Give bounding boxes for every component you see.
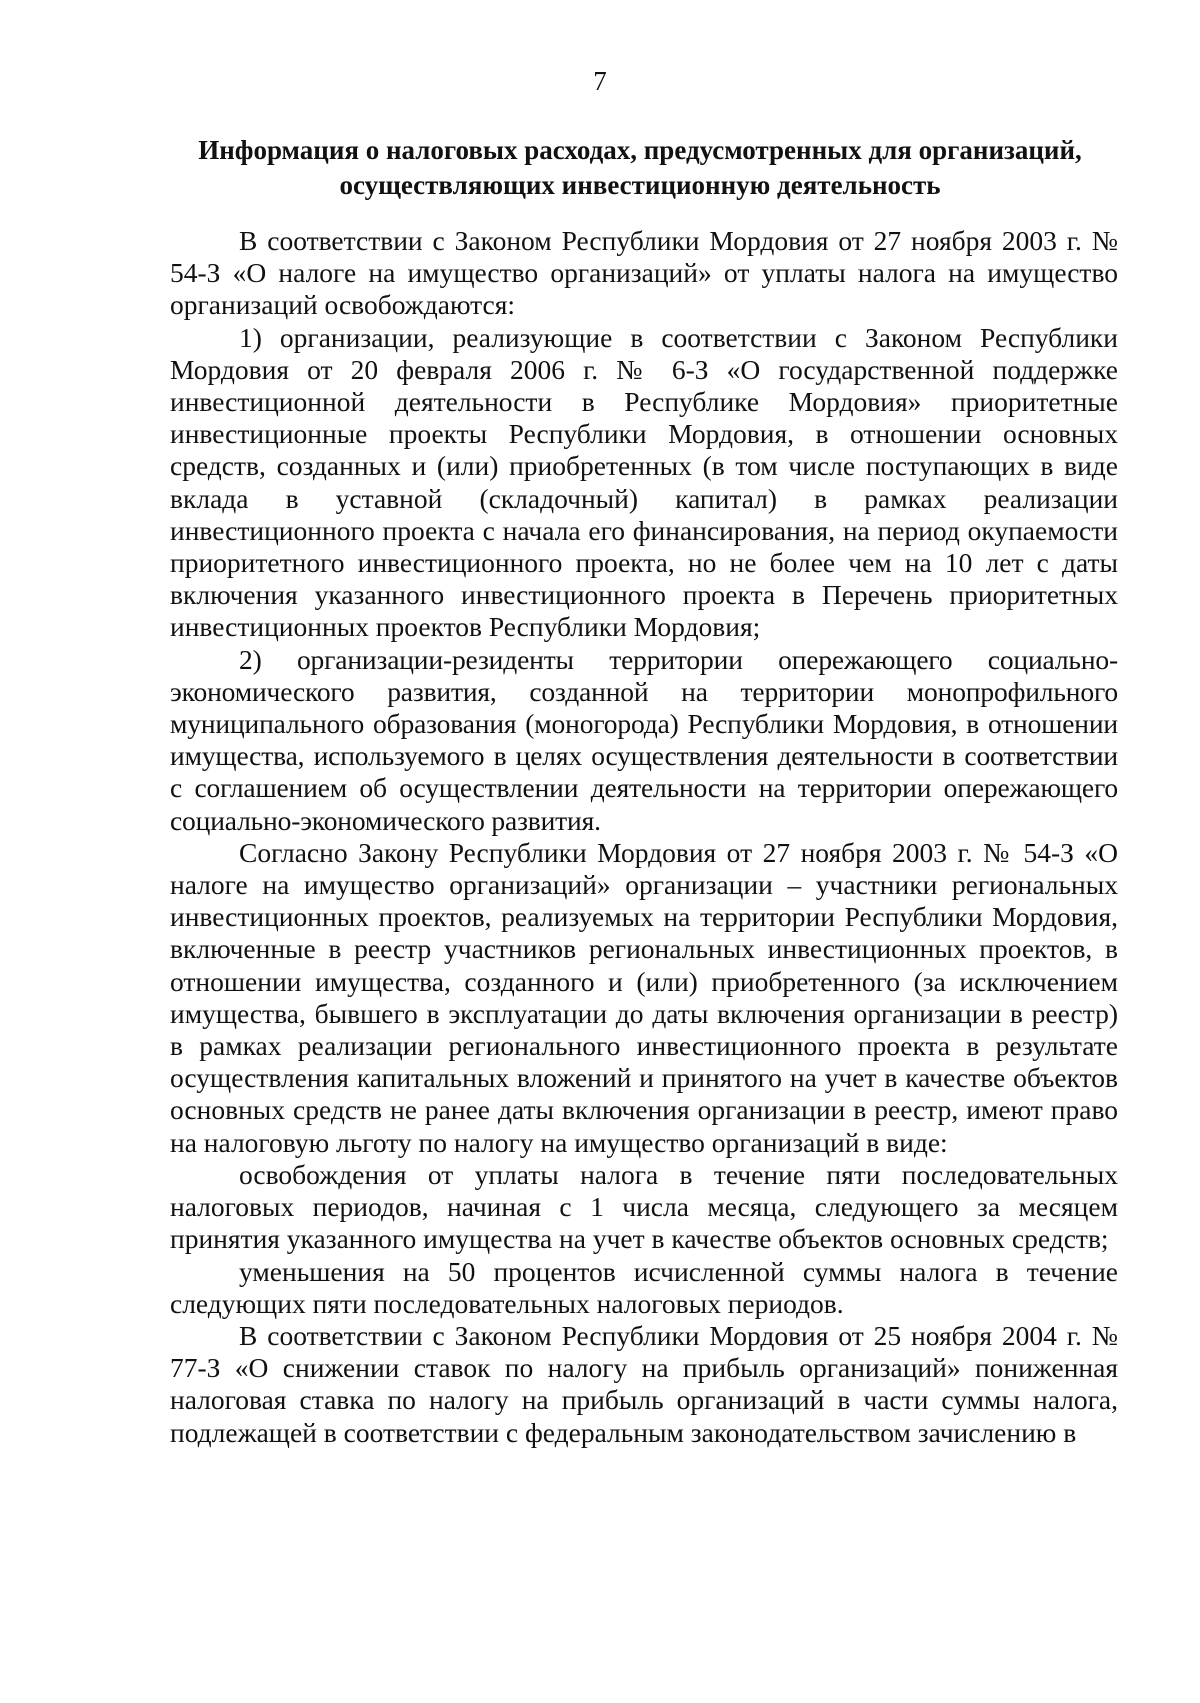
document-body xyxy=(170,225,1118,1449)
paragraph-advanced-development-residents: 2) организации-резиденты территории опережающего социально-экономического развития, созданной на территории монопрофильного муниципального образования (моногорода) Республики Мордовия, в отношении имущества, используемого в целях осуществления деятельности в соответствии с соглашением об осуществлении деятельности на территории опережающего социально-экономического развития. xyxy=(170,643,1118,836)
paragraph-regional-investment-projects: Согласно Закону Республики Мордовия от 27 ноября 2003 г. № 54-З «О налоге на имущество организаций» организации – участники региональных инвестиционных проектов, реализуемых на территории Республики Мордовия, включенные в реестр участников региональных инвестиционных проектов, в отношении имущества, созданного и (или) приобретенного (за исключением имущества, бывшего в эксплуатации до даты включения организации в реестр) в рамках реализации регионального инвестиционного проекта в результате осуществления капитальных вложений и принятого на учет в качестве объектов основных средств не ранее даты включения организации в реестр, имеют право на налоговую льготу по налогу на имущество организаций в виде: xyxy=(170,836,1118,1158)
paragraph-tax-reduction-fifty-percent: уменьшения на 50 процентов исчисленной суммы налога в течение следующих пяти последовательных налоговых периодов. xyxy=(170,1255,1118,1319)
paragraph-tax-exemption-five-periods: освобождения от уплаты налога в течение пяти последовательных налоговых периодов, начиная с 1 числа месяца, следующего за месяцем принятия указанного имущества на учет в качестве объектов основных средств; xyxy=(170,1158,1118,1255)
paragraph-property-tax-law: В соответствии с Законом Республики Мордовия от 27 ноября 2003 г. № 54-З «О налоге на имущество организаций» от уплаты налога на имущество организаций освобождаются: xyxy=(170,225,1118,321)
paragraph-profit-tax-law: В соответствии с Законом Республики Мордовия от 25 ноября 2004 г. № 77-З «О снижении ставок по налогу на прибыль организаций» пониженная налоговая ставка по налогу на прибыль организаций в части суммы налога, подлежащей в соответствии с федеральным законодательством зачислению в xyxy=(170,1319,1118,1448)
document-title xyxy=(160,133,1120,203)
paragraph-priority-investment-projects: 1) организации, реализующие в соответствии с Законом Республики Мордовия от 20 февраля 2006 г. № 6-З «О государственной поддержке инвестиционной деятельности в Республике Мордовия» приоритетные инвестиционные проекты Республики Мордовия, в отношении основных средств, созданных и (или) приобретенных (в том числе поступающих в виде вклада в уставной (складочный) капитал) в рамках реализации инвестиционного проекта с начала его финансирования, на период окупаемости приоритетного инвестиционного проекта, но не более чем на 10 лет с даты включения указанного инвестиционного проекта в Перечень приоритетных инвестиционных проектов Республики Мордовия; xyxy=(170,321,1118,643)
page-number: 7 xyxy=(593,66,607,96)
document-title-line-2: осуществляющих инвестиционную деятельность xyxy=(339,170,941,200)
document-title-line-1: Информация о налоговых расходах, предусмотренных для организаций, xyxy=(198,135,1082,165)
